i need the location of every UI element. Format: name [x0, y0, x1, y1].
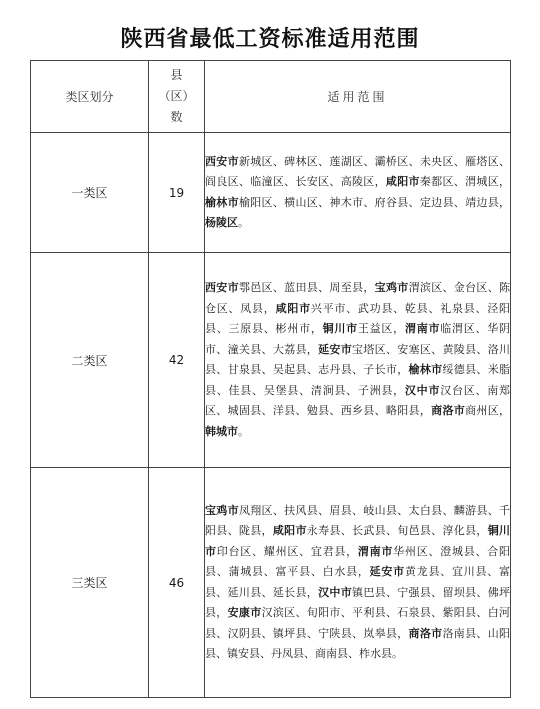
county-count-cell: 42: [149, 253, 205, 468]
table-row: [31, 468, 511, 698]
city-name: 宝鸡市: [205, 503, 239, 517]
district-list: 华州区、澄城县、合阳县、蒲城县、富平县、白水县，: [205, 544, 511, 578]
header-county-count-line-2: （区）: [158, 89, 195, 103]
scope-cell: [205, 468, 511, 698]
city-name: 汉中市: [318, 585, 353, 599]
district-list: 绥德县、米脂县、佳县、吴堡县、清涧县、子洲县，: [205, 363, 511, 397]
city-name: 安康市: [227, 606, 262, 619]
city-name: 渭南市: [404, 322, 441, 335]
district-list: 黄龙县、宜川县、富县、延川县、延长县，: [205, 565, 511, 599]
city-name: 铜川市: [205, 524, 511, 558]
city-name: 延安市: [318, 342, 353, 356]
district-list: 宝塔区、安塞区、黄陵县、洛川县、甘泉县、吴起县、志丹县、子长市，: [205, 342, 511, 376]
district-list: 商州区，: [465, 404, 511, 417]
city-name: 宝鸡市: [374, 281, 409, 294]
district-list: 兴平市、武功县、乾县、礼泉县、泾阳县、三原县、彬州市，: [205, 301, 511, 335]
district-list: 汉滨区、旬阳市、平利县、石泉县、紫阳县、白河县、汉阴县、镇坪县、宁陕县、岚皋县，: [205, 606, 511, 640]
city-name: 商洛市: [431, 404, 466, 417]
category-cell: 二类区: [31, 253, 149, 468]
district-list: 镇巴县、宁强县、留坝县、佛坪县，: [205, 585, 511, 619]
district-list: 。: [238, 216, 249, 229]
county-count-cell: 19: [149, 133, 205, 253]
table-header-row: [31, 61, 511, 133]
city-name: 咸阳市: [272, 524, 307, 537]
header-county-count-line-1: 县: [170, 68, 183, 82]
category-cell: 一类区: [31, 133, 149, 253]
district-list: 永寿县、长武县、旬邑县、淳化县，: [306, 524, 488, 537]
table-row: [31, 253, 511, 468]
district-list: 榆阳区、横山区、神木市、府谷县、定边县、靖边县，: [238, 195, 511, 209]
district-list: 渭滨区、金台区、陈仓区、凤县，: [205, 281, 511, 315]
scope-cell: [205, 133, 511, 253]
city-name: 渭南市: [357, 544, 394, 558]
district-list: 王益区，: [357, 322, 405, 335]
header-county-count: [149, 61, 205, 133]
city-name: 咸阳市: [275, 301, 311, 315]
district-list: 洛南县、山阳县、镇安县、丹凤县、商南县、柞水县。: [205, 626, 511, 660]
city-name: 榆林市: [408, 363, 443, 376]
city-name: 韩城市: [205, 424, 238, 438]
city-name: 汉中市: [404, 383, 441, 397]
header-county-count-line-3: 数: [170, 110, 183, 124]
header-category: 类区划分: [31, 61, 149, 133]
district-list: 秦都区、渭城区，: [419, 175, 511, 188]
minimum-wage-scope-table: [30, 60, 511, 698]
scope-cell: [205, 253, 511, 468]
county-count-cell: 46: [149, 468, 205, 698]
city-name: 咸阳市: [385, 175, 420, 188]
city-name: 西安市: [205, 154, 239, 168]
city-name: 榆林市: [205, 195, 239, 209]
district-list: 临渭区、华阴市、潼关县、大荔县，: [205, 322, 511, 356]
district-list: 凤翔区、扶风县、眉县、岐山县、太白县、麟游县、千阳县、陇县，: [205, 503, 511, 537]
category-cell: 三类区: [31, 468, 149, 698]
city-name: 铜川市: [322, 322, 358, 335]
table-row: [31, 133, 511, 253]
header-scope: 适用范围: [205, 61, 511, 133]
district-list: 。: [238, 424, 249, 438]
district-list: 汉台区、南郑区、城固县、洋县、勉县、西乡县、略阳县，: [205, 383, 511, 417]
city-name: 西安市: [205, 281, 239, 294]
page-title: 陕西省最低工资标准适用范围: [120, 27, 420, 52]
city-name: 杨陵区: [205, 216, 238, 229]
city-name: 延安市: [369, 565, 405, 578]
district-list: 印台区、耀州区、宜君县，: [216, 544, 358, 558]
city-name: 商洛市: [408, 626, 443, 640]
district-list: 新城区、碑林区、莲湖区、灞桥区、未央区、雁塔区、阎良区、临潼区、长安区、高陵区，: [205, 154, 511, 188]
district-list: 鄠邑区、蓝田县、周至县，: [238, 281, 375, 294]
